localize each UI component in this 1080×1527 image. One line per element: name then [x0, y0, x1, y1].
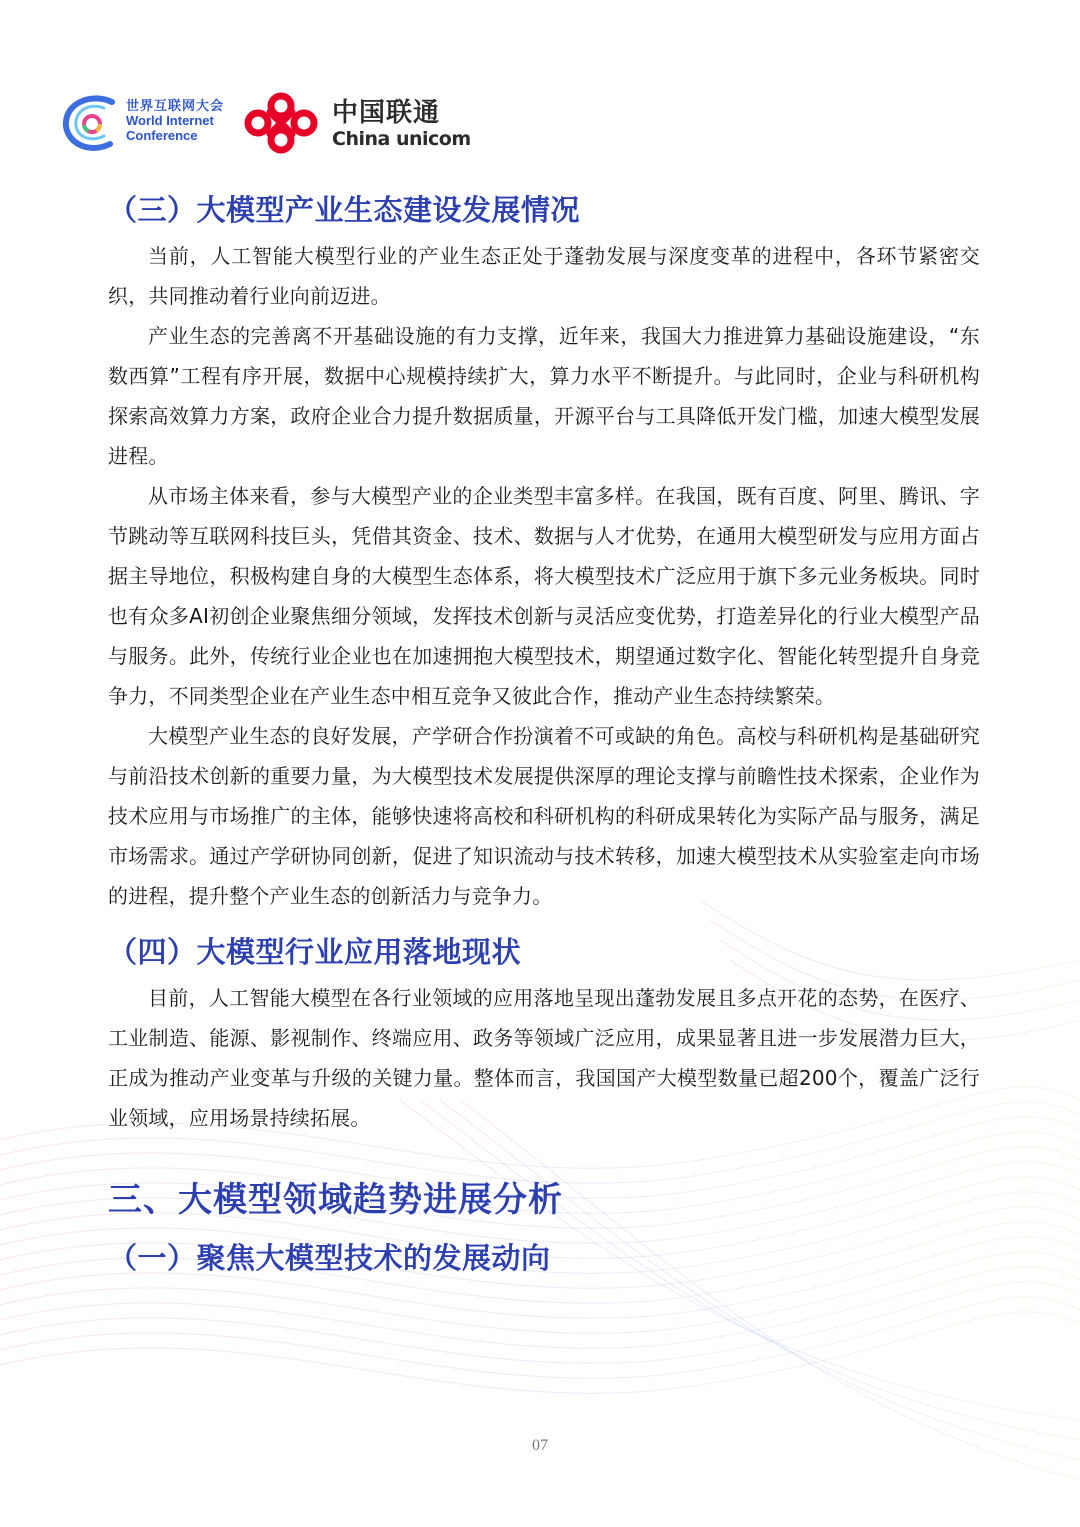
china-unicom-chinese-name: 中国联通 — [332, 98, 441, 128]
china-unicom-wordmark — [332, 98, 471, 150]
paragraph: 从市场主体来看，参与大模型产业的企业类型丰富多样。在我国，既有百度、阿里、腾讯、字节跳动等互联网科技巨头，凭借其资金、技术、数据与人才优势，在通用大模型研发与应用方面占据主导地位，积极构建自身的大模型生态体系，将大模型技术广泛应用于旗下多元业务板块。同时也有众多AI初创企业聚焦细分领域，发挥技术创新与灵活应变优势，打造差异化的行业大模型产品与服务。此外，传统行业企业也在加速拥抱大模型技术，期望通过数字化、智能化转型提升自身竞争力，不同类型企业在产业生态中相互竞争又彼此合作，推动产业生态持续繁荣。 — [108, 484, 980, 708]
header-logos — [60, 88, 480, 158]
section-heading-1: （一）聚焦大模型技术的发展动向 — [108, 1241, 551, 1275]
section-heading-4: （四）大模型行业应用落地现状 — [108, 935, 522, 969]
paragraph: 当前，人工智能大模型行业的产业生态正处于蓬勃发展与深度变革的进程中，各环节紧密交织，共同推动着行业向前迈进。 — [108, 244, 980, 308]
section-heading-3: （三）大模型产业生态建设发展情况 — [108, 193, 581, 227]
paragraph: 产业生态的完善离不开基础设施的有力支撑，近年来，我国大力推进算力基础设施建设，“东数西算”工程有序开展，数据中心规模持续扩大，算力水平不断提升。与此同时，企业与科研机构探索高效算力方案，政府企业合力提升数据质量，开源平台与工具降低开发门槛，加速大模型发展进程。 — [108, 324, 980, 468]
world-internet-conference-logo-icon — [60, 88, 120, 158]
chapter-heading-3: 三、大模型领域趋势进展分析 — [108, 1180, 563, 1220]
wic-chinese-name: 世界互联网大会 — [126, 98, 225, 113]
china-unicom-english-name: China unicom — [332, 128, 471, 150]
paragraph: 目前，人工智能大模型在各行业领域的应用落地呈现出蓬勃发展且多点开花的态势，在医疗、工业制造、能源、影视制作、终端应用、政务等领域广泛应用，成果显著且进一步发展潜力巨大，正成为推动产业变革与升级的关键力量。整体而言，我国国产大模型数量已超200个，覆盖广泛行业领域，应用场景持续拓展。 — [108, 986, 980, 1130]
wic-english-name-line2: Conference — [126, 128, 198, 143]
document-body — [108, 188, 980, 1280]
page-number: 07 — [532, 1437, 548, 1454]
paragraph: 大模型产业生态的良好发展，产学研合作扮演着不可或缺的角色。高校与科研机构是基础研究与前沿技术创新的重要力量，为大模型技术发展提供深厚的理论支撑与前瞻性技术探索，企业作为技术应用与市场推广的主体，能够快速将高校和科研机构的科研成果转化为实际产品与服务，满足市场需求。通过产学研协同创新，促进了知识流动与技术转移，加速大模型技术从实验室走向市场的进程，提升整个产业生态的创新活力与竞争力。 — [108, 724, 980, 908]
china-unicom-knot-logo-icon — [240, 88, 322, 158]
wic-english-name-line1: World Internet — [126, 113, 214, 128]
world-internet-conference-wordmark — [126, 98, 224, 143]
